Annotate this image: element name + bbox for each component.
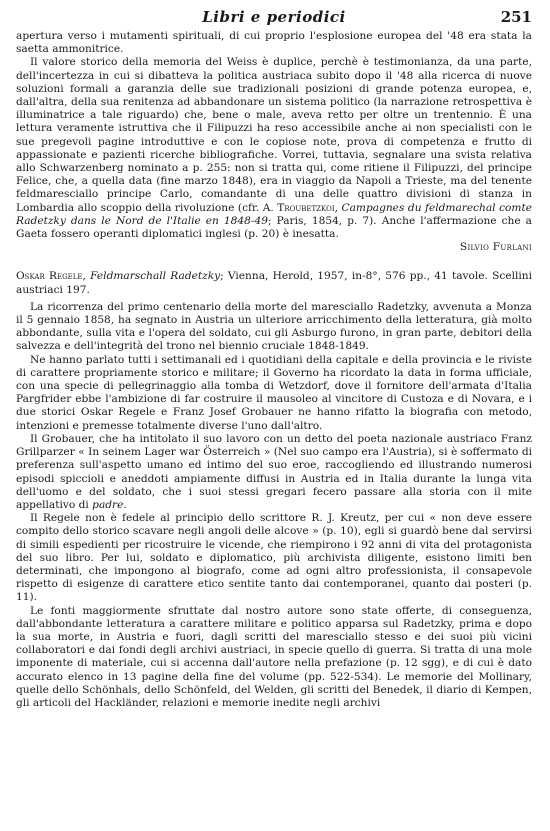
bibliographic-entry: Oskar Regele, Feldmarschall Radetzky; Vienna, Herold, 1957, in-8°, 576 pp., 41 tavole. Scellini austriaci 197.: [16, 270, 532, 296]
paragraph: Le fonti maggiormente sfruttate dal nostro autore sono state offerte, di conseguenza, dall'abbondante letteratura a carattere militare e politico apparsa sul Radetzky, prima e dopo la sua morte, in Austria e fuori, dagli scritti del maresciallo stesso e dei suoi più vicini collaboratori e dai fondi degli archivi austriaci, in specie quello di guerra. Si tratta di una mole imponente di materiale, cui si accenna dall'autore nella prefazione (p. 12 sgg), e di cui è dato accurato elenco in 13 pagine della fine del volume (pp. 522-534). Le memorie del Mollinary, quelle dello Schönhals, dello Schönfeld, del Welden, gli scritti del Benedek, il diario di Kempen, gli articoli del Hackländer, relazioni e memorie inedite negli archivi: [16, 604, 532, 709]
running-header: [16, 8, 532, 30]
paragraph-text: ; Paris, 1854, p. 7). Anche l'affermazione che a Gaeta fossero operanti diplomatici inglesi (p. 20) è inesatta.: [16, 214, 532, 241]
review-weiss: [16, 30, 532, 254]
running-title: Libri e periodici: [202, 8, 346, 26]
paragraph: La ricorrenza del primo centenario della morte del maresciallo Radetzky, avvenuta a Monza il 5 gennaio 1858, ha segnato in Austria un ulteriore arricchimento della letteratura, già molto abbondante, sulla vita e l'opera del soldato, cui gli Asburgo furono, in gran parte, debitori della salvezza e dell'integrità del trono nel biennio cruciale 1848-1849.: [16, 300, 532, 353]
page: [16, 8, 532, 710]
review-regele: [16, 270, 532, 710]
page-number: 251: [500, 8, 532, 26]
paragraph-text: Il Grobauer, che ha intitolato il suo lavoro con un detto del poeta nazionale austriaco Franz Grillparzer « In seinem Lager war Österreich » (Nel suo campo era l'Austria), si è soffermato di preferenza sull'aspetto umano ed intimo del suo eroe, raccogliendo ed illustrando numerosi episodi spiccioli e aneddoti ampiamente diffusi in Austria ed in Italia durante la lunga vita dell'uomo e del soldato, che i suoi stessi gregari fecero passare alla storia con il mite appellativo di: [16, 432, 532, 511]
paragraph: apertura verso i mutamenti spirituali, di cui proprio l'esplosione europea del '48 era stata la saetta ammonitrice.: [16, 30, 532, 56]
cited-title: Campagnes du feldmarechal comte Radetzky dans le Nord de l'Italie en 1848-49: [16, 201, 532, 227]
signature-line: [16, 241, 532, 254]
paragraph: Il Regele non è fedele al principio dello scrittore R. J. Kreutz, per cui « non deve essere compito dello storico scavare negli angoli delle alcove » (p. 10), egli si guardò bene dal servirsi di simili espedienti per ricostruire le vicende, che riempirono i 92 anni di vita del protagonista del suo libro. Per lui, soldato e diplomatico, più archivista diligente, esistono limiti ben determinati, che impongono al biografo, come ad ogni altro professionista, il consapevole rispetto di esigenze di carattere etico sentite tanto dai contemporanei, quanto dai posteri (p. 11).: [16, 512, 532, 604]
book-title: Feldmarschall Radetzky: [90, 270, 221, 283]
paragraph-text: .: [123, 498, 127, 511]
cited-author: Troubetzkoi: [277, 201, 335, 214]
paragraph: Ne hanno parlato tutti i settimanali ed i quotidiani della capitale e della provincia e le riviste di carattere propriamente storico e militare; il Governo ha ricordato la data in forma ufficiale, con una specie di pellegrinaggio alla tomba di Wetzdorf, dove il fornitore dell'armata d'Italia Pargfrider ebbe l'ambizione di far costruire il mausoleo al vincitore di Custoza e di Novara, e i due storici Oskar Regele e Franz Josef Grobauer ne hanno rifatto la biografia con metodo, intenzioni e premesse totalmente diverse l'uno dall'altro.: [16, 353, 532, 432]
emphasized-word: padre: [92, 498, 124, 511]
paragraph-text: Il valore storico della memoria del Weiss è duplice, perchè è testimonianza, da una parte, dell'incertezza in cui si dibatteva la politica austriaca subito dopo il '48 alla ricerca di nuove soluzioni formali a garanzia delle sue tradizionali posizioni di grande potenza europea, e, dall'altra, della sua renitenza ad abbandonare un sistema politico (la narrazione retrospettiva è illuminatrice a tale riguardo) che, bene o male, aveva retto per oltre un trentennio. È una lettura veramente istruttiva che il Filipuzzi ha reso accessibile anche ai non specialisti con le sue pregevoli pagine introduttive e con le copiose note, prova di competenza e frutto di appassionate e pazienti ricerche bibliografiche. Vorrei, tuttavia, segnalare una svista relativa allo Schwarzenberg nominato a p. 255: non si tratta qui, come ritiene il Filipuzzi, del principe Felice, che, a quella data (fine marzo 1848), era in viaggio da Napoli a Trieste, ma del tenente feldmaresciallo principe Carlo, comandante di una delle quattro divisioni di stanza in Lombardia allo scoppio della rivoluzione (cfr. A.: [16, 56, 532, 214]
book-author: Oskar Regele: [16, 270, 83, 283]
publication-details: ; Vienna, Herold, 1957, in-8°, 576 pp., 41 tavole. Scellini austriaci 197.: [16, 270, 532, 296]
paragraph: Il valore storico della memoria del Weiss è duplice, perchè è testimonianza, da una parte, dell'incertezza in cui si dibatteva la politica austriaca subito dopo il '48 alla ricerca di nuove soluzioni formali a garanzia delle sue tradizionali posizioni di grande potenza europea, e, dall'altra, della sua renitenza ad abbandonare un sistema politico (la narrazione retrospettiva è illuminatrice a tale riguardo) che, bene o male, aveva retto per oltre un trentennio. È una lettura veramente istruttiva che il Filipuzzi ha reso accessibile anche ai non specialisti con le sue pregevoli pagine introduttive e con le copiose note, prova di competenza e frutto di appassionate e pazienti ricerche bibliografiche. Vorrei, tuttavia, segnalare una svista relativa allo Schwarzenberg nominato a p. 255: non si tratta qui, come ritiene il Filipuzzi, del principe Felice, che, a quella data (fine marzo 1848), era in viaggio da Napoli a Trieste, ma del tenente feldmaresciallo principe Carlo, comandante di una delle quattro divisioni di stanza in Lombardia allo scoppio della rivoluzione (cfr. A. Troubetzkoi, Campagnes du feldmarechal comte Radetzky dans le Nord de l'Italie en 1848-49; Paris, 1854, p. 7). Anche l'affermazione che a Gaeta fossero operanti diplomatici inglesi (p. 20) è inesatta.: [16, 56, 532, 241]
reviewer-signature: Silvio Furlani: [459, 241, 532, 254]
paragraph: [16, 433, 532, 512]
